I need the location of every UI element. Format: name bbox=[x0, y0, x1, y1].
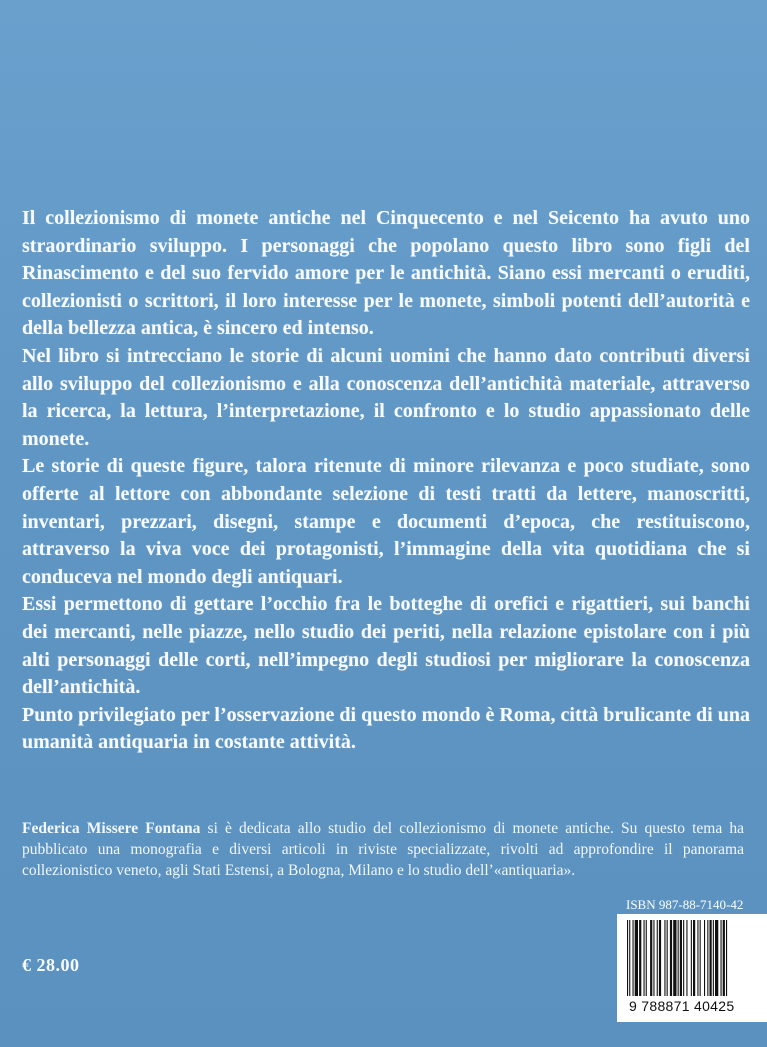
barcode-bar bbox=[657, 920, 658, 996]
price-label: € 28.00 bbox=[22, 955, 80, 975]
barcode-bar bbox=[667, 920, 668, 996]
barcode-bar bbox=[659, 920, 661, 996]
barcode-bar bbox=[673, 920, 676, 996]
barcode-bar bbox=[723, 920, 725, 996]
barcode-bar bbox=[650, 920, 652, 996]
isbn-label: ISBN 987-88-7140-42 bbox=[626, 897, 744, 912]
author-bio bbox=[22, 818, 744, 881]
barcode-bar bbox=[686, 920, 687, 996]
barcode-bar bbox=[635, 920, 638, 996]
blurb-text bbox=[22, 205, 750, 757]
barcode-bar bbox=[680, 920, 682, 996]
barcode-bar bbox=[639, 920, 641, 996]
barcode-bar bbox=[633, 920, 634, 996]
barcode-bar bbox=[715, 920, 718, 996]
barcode-bar bbox=[670, 920, 672, 996]
blurb-paragraph-2: Nel libro si intrecciano le storie di alcuni uomini che hanno dato contributi diversi allo sviluppo del collezionismo e alla conoscenza dell’antichità materiale, attraverso la ricerca, la lettura, l’interpretazione, il confronto e lo studio appassionato delle monete. bbox=[22, 344, 750, 450]
barcode-bar bbox=[721, 920, 722, 996]
barcode-bar bbox=[629, 920, 630, 996]
barcode-bar bbox=[644, 920, 645, 996]
barcode-bar bbox=[700, 920, 701, 996]
barcode-bar bbox=[704, 920, 705, 996]
barcode-bar bbox=[664, 920, 665, 996]
blurb-paragraph-3: Le storie di queste figure, talora ritenute di minore rilevanza e poco studiate, sono offerte al lettore con abbondante selezione di testi tratti da lettere, manoscritti, inventari, prezzari, disegni, stampe e documenti d’epoca, che restituiscono, attraverso la viva voce dei protagonisti, l’immagine della vita quotidiana che si conduceva nel mondo degli antiquari. bbox=[22, 455, 750, 588]
barcode-bar bbox=[713, 920, 714, 996]
barcode-bar bbox=[683, 920, 684, 996]
barcode-bar bbox=[697, 920, 698, 996]
barcode-bar bbox=[710, 920, 712, 996]
author-name: Federica Missere Fontana bbox=[22, 820, 201, 837]
barcode-bars-graphic bbox=[627, 920, 757, 996]
barcode-bar bbox=[707, 920, 708, 996]
barcode-bar bbox=[726, 920, 727, 996]
barcode-bar bbox=[693, 920, 695, 996]
barcode-bar bbox=[627, 920, 628, 996]
barcode-bar bbox=[646, 920, 647, 996]
barcode-digits: 9 788871 40425 bbox=[629, 998, 735, 1014]
blurb-paragraph-5: Punto privilegiato per l’osservazione di questo mondo è Roma, città brulicante di una umanità antiquaria in costante attività. bbox=[22, 703, 750, 754]
barcode-bar bbox=[678, 920, 679, 996]
blurb-paragraph-4: Essi permettono di gettare l’occhio fra le botteghe di orefici e rigattieri, sui banchi dei mercanti, nelle piazze, nello studio dei periti, nella relazione epistolare con i più alti personaggi delle corti, nell’impegno degli studiosi per migliorare la conoscenza dell’antichità. bbox=[22, 593, 750, 699]
author-bio-text: si è dedicata allo studio del collezionismo di monete antiche. Su questo tema ha pubblicato una monografia e diversi articoli in riviste specializzate, rivolti ad approfondire il panorama collezionistico veneto, agli Stati Estensi, a Bologna, Milano e lo studio dell’«antiquaria». bbox=[22, 820, 744, 879]
blurb-paragraph-1: Il collezionismo di monete antiche nel Cinquecento e nel Seicento ha avuto uno straordinario sviluppo. I personaggi che popolano questo libro sono figli del Rinascimento e del suo fervido amore per le antichità. Siano essi mercanti o eruditi, collezionisti o scrittori, il loro interesse per le monete, simboli potenti dell’autorità e della bellezza antica, è sincero ed intenso. bbox=[22, 207, 750, 340]
barcode-bar bbox=[653, 920, 654, 996]
barcode bbox=[617, 914, 767, 1022]
barcode-bar bbox=[691, 920, 692, 996]
